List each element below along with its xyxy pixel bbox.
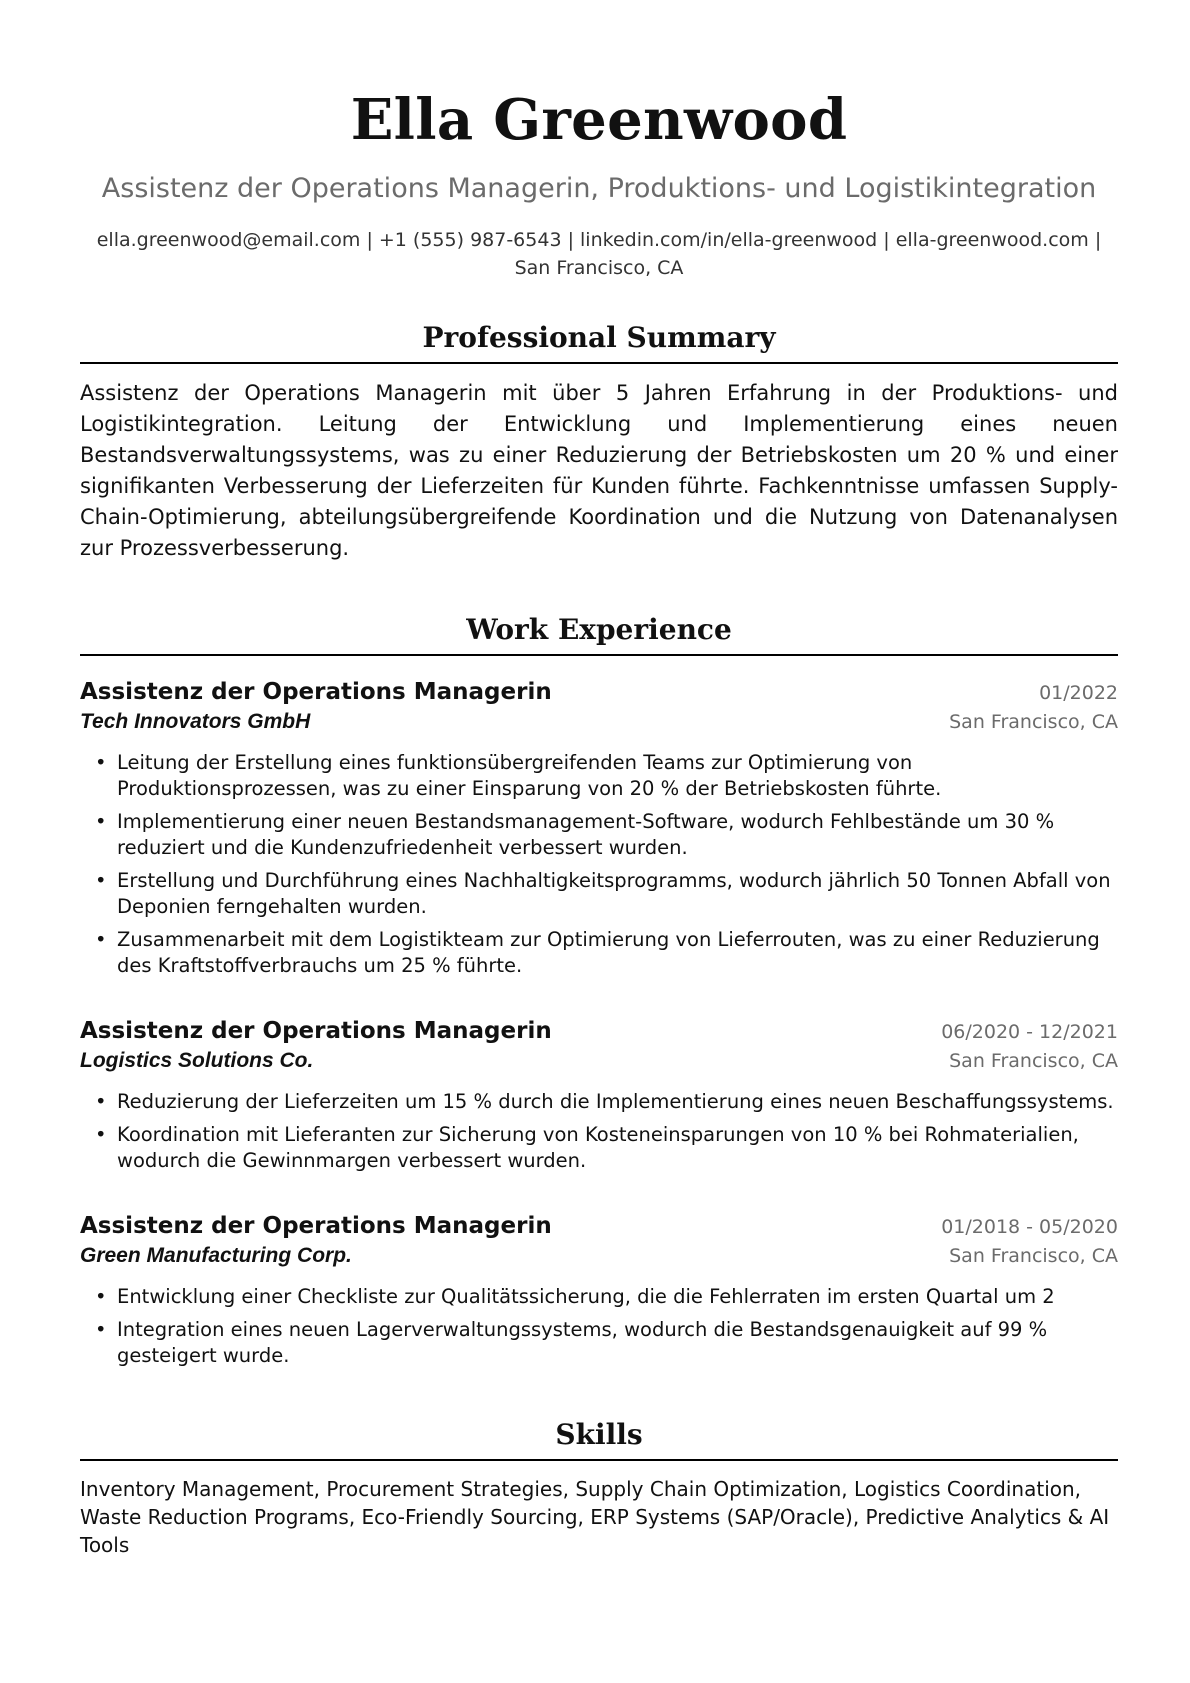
bullet-item: • Koordination mit Lieferanten zur Sicherung von Kosteneinsparungen von 10 % bei Rohmaterialien, wodurch die Gewinnmargen verbessert wurden. (117, 1122, 1118, 1174)
bullet-item: • Entwicklung einer Checkliste zur Qualitätssicherung, die die Fehlerraten im ersten Quartal um 2 (117, 1284, 1118, 1310)
bullet-item: • Implementierung einer neuen Bestandsmanagement-Software, wodurch Fehlbestände um 30 % reduziert und die Kundenzufriedenheit verbessert wurden. (117, 809, 1118, 861)
company-name: Tech Innovators GmbH (80, 710, 311, 733)
bullet-item: • Zusammenarbeit mit dem Logistikteam zur Optimierung von Lieferrouten, was zu einer Reduzierung des Kraftstoffverbrauchs um 25 % führte. (117, 927, 1118, 979)
job-date: 06/2020 - 12/2021 (941, 1021, 1118, 1043)
job-location: San Francisco, CA (949, 711, 1118, 733)
job-entry (80, 1210, 1118, 1369)
job-date: 01/2018 - 05/2020 (941, 1216, 1118, 1238)
section-title-skills: Skills (80, 1417, 1118, 1461)
section-title-summary: Professional Summary (80, 320, 1118, 364)
skills-section (80, 1417, 1118, 1559)
bullet-item: • Integration eines neuen Lagerverwaltungssystems, wodurch die Bestandsgenauigkeit auf 99 % gesteigert wurde. (117, 1317, 1118, 1369)
job-entry (80, 1015, 1118, 1174)
job-title: Assistenz der Operations Managerin (80, 1018, 552, 1044)
company-name: Logistics Solutions Co. (80, 1049, 314, 1072)
section-title-work: Work Experience (80, 612, 1118, 656)
bullet-item: • Erstellung und Durchführung eines Nachhaltigkeitsprogramms, wodurch jährlich 50 Tonnen Abfall von Deponien ferngehalten wurden. (117, 868, 1118, 920)
job-location: San Francisco, CA (949, 1050, 1118, 1072)
candidate-headline: Assistenz der Operations Managerin, Produktions- und Logistikintegration (101, 173, 1097, 204)
job-location: San Francisco, CA (949, 1245, 1118, 1267)
summary-text: Assistenz der Operations Managerin mit über 5 Jahren Erfahrung in der Produktions- und Logistikintegration. Leitung der Entwicklung und Implementierung eines neuen Bestandsverwaltungssystems, was zu einer Reduzierung der Betriebskosten um 20 % und einer signifikanten Verbesserung der Lieferzeiten für Kunden führte. Fachkenntnisse umfassen Supply-Chain-Optimierung, abteilungsübergreifende Koordination und die Nutzung von Datenanalysen zur Prozessverbesserung. (80, 381, 1118, 560)
job-date: 01/2022 (1039, 682, 1118, 704)
skills-text: Inventory Management, Procurement Strategies, Supply Chain Optimization, Logistics Coordination, Waste Reduction Programs, Eco-Friendly Sourcing, ERP Systems (SAP/Oracle), Predictive Analytics & AI Tools (80, 1477, 1110, 1557)
company-name: Green Manufacturing Corp. (80, 1244, 352, 1267)
work-experience-section (80, 612, 1118, 1369)
job-title: Assistenz der Operations Managerin (80, 1213, 552, 1239)
job-title: Assistenz der Operations Managerin (80, 679, 552, 705)
contact-line: ella.greenwood@email.com | +1 (555) 987-6543 | linkedin.com/in/ella-greenwood | ella-greenwood.com | San Francisco, CA (96, 229, 1102, 279)
candidate-name: Ella Greenwood (350, 87, 848, 153)
resume-page (80, 80, 1118, 1579)
professional-summary-section (80, 320, 1118, 564)
bullet-item: • Leitung der Erstellung eines funktionsübergreifenden Teams zur Optimierung von Produktionsprozessen, was zu einer Einsparung von 20 % der Betriebskosten führte. (117, 750, 1118, 802)
bullet-item: • Reduzierung der Lieferzeiten um 15 % durch die Implementierung eines neuen Beschaffungssystems. (117, 1089, 1118, 1115)
job-bullets (80, 750, 1118, 979)
job-bullets (80, 1284, 1118, 1369)
job-entry (80, 676, 1118, 979)
job-bullets (80, 1089, 1118, 1174)
